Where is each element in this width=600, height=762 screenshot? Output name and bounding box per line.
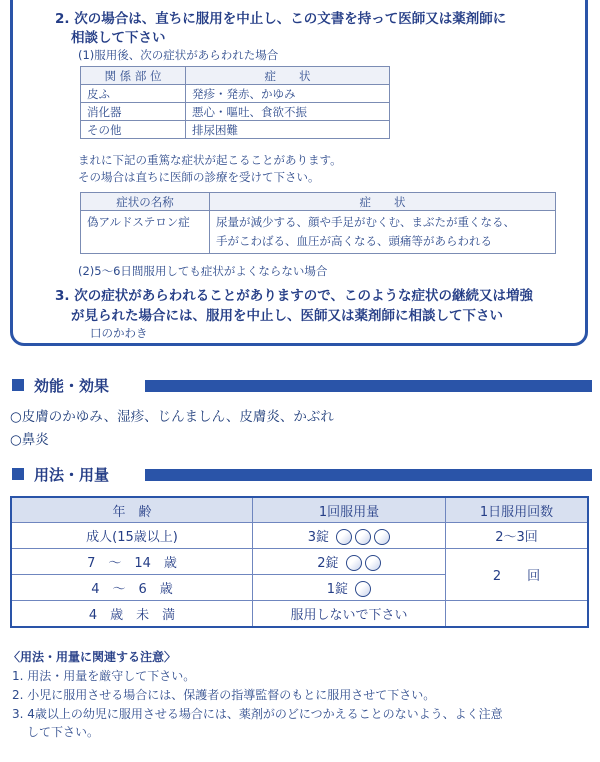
dosage-amount-cell [253,523,446,549]
note-item-3-cont: して下さい。 [27,725,100,739]
heading-square-icon [12,379,24,391]
sub1-title: (1)服用後、次の症状があらわれた場合 [78,48,279,62]
table-row [11,601,588,628]
note-item-2: 2. 小児に服用させる場合には、保護者の指導監督のもとに服用させて下さい。 [12,688,436,702]
sub2: (2)5〜6日間服用しても症状がよくならない場合 [78,264,328,278]
tablet-icon [336,529,352,545]
tablet-icon [355,529,371,545]
tablet-icon [374,529,390,545]
table-row [11,549,588,575]
symptom-table [80,66,390,139]
dosage-age: 4 〜 6 歳 [11,575,253,601]
item3-line3: 口のかわき [90,326,148,340]
dosage-heading-bar [12,466,592,484]
symptom-desc: 発疹・発赤、かゆみ [186,85,390,103]
efficacy-heading-bar [12,377,592,395]
rare-line2: その場合は直ちに医師の診療を受けて下さい。 [78,170,320,184]
dosage-amount: 3錠 [307,529,330,545]
symptom-part: 皮ふ [81,85,186,103]
serious-header-symptom: 症 状 [210,193,556,211]
dosage-amount-cell [253,575,446,601]
symptom-desc: 悪心・嘔吐、食欲不振 [186,103,390,121]
heading-rule [145,380,592,392]
tablet-icon [355,581,371,597]
dosage-freq-empty [446,601,589,628]
table-row [81,103,390,121]
tablet-icons [343,556,381,571]
item3-line1: 3. 次の症状があらわれることがありますので、このような症状の継続又は増強 [55,288,533,304]
item3-line2: が見られた場合には、服用を中止し、医師又は薬剤師に相談して下さい [71,308,503,324]
dosage-header-age: 年 齢 [11,497,253,523]
tablet-icon [346,555,362,571]
symptom-header-part: 関 係 部 位 [81,67,186,85]
serious-desc-line2: 手がこわばる、血圧が高くなる、頭痛等があらわれる [216,234,492,248]
dosage-age: 7 〜 14 歳 [11,549,253,575]
tablet-icon [365,555,381,571]
dosage-table [10,496,589,628]
efficacy-line1: ○皮膚のかゆみ、湿疹、じんましん、皮膚炎、かぶれ [10,409,334,425]
efficacy-line2: ○鼻炎 [10,432,49,448]
dosage-amount: 1錠 [326,581,349,597]
symptom-part: その他 [81,121,186,139]
notes-title: 〈用法・用量に関連する注意〉 [8,650,177,664]
dosage-age: 4 歳 未 満 [11,601,253,628]
table-row [81,211,556,254]
dosage-amount: 服用しないで下さい [253,601,446,628]
note-item-1: 1. 用法・用量を厳守して下さい。 [12,669,196,683]
dosage-amount: 2錠 [317,555,339,571]
table-row [11,523,588,549]
dosage-age: 成人(15歳以上) [11,523,253,549]
serious-desc-line1: 尿量が減少する、顔や手足がむくむ、まぶたが重くなる、 [216,215,515,229]
dosage-header-freq: 1日服用回数 [446,497,589,523]
tablet-icons [352,582,371,597]
rare-line1: まれに下記の重篤な症状が起こることがあります。 [78,153,342,167]
note-item-3: 3. 4歳以上の幼児に服用させる場合には、薬剤がのどにつかえることのないよう、よく注意 [12,707,503,721]
efficacy-heading: 効能・効果 [34,377,110,395]
serious-name: 偽アルドステロン症 [81,211,210,254]
tablet-icons [333,530,390,545]
symptom-part: 消化器 [81,103,186,121]
dosage-amount-cell [253,549,446,575]
symptom-desc: 排尿困難 [186,121,390,139]
serious-header-name: 症状の名称 [81,193,210,211]
table-row [81,121,390,139]
serious-symptom-table [80,192,556,254]
item2-line2: 相談して下さい [71,30,166,46]
dosage-header-dose: 1回服用量 [253,497,446,523]
symptom-header-symptom: 症 状 [186,67,390,85]
table-row [81,85,390,103]
heading-square-icon [12,468,24,480]
heading-rule [145,469,592,481]
dosage-heading: 用法・用量 [34,466,110,484]
item2-line1: 2. 次の場合は、直ちに服用を中止し、この文書を持って医師又は薬剤師に [55,11,507,27]
dosage-freq: 2〜3回 [446,523,589,549]
dosage-freq: 2 回 [446,549,589,601]
